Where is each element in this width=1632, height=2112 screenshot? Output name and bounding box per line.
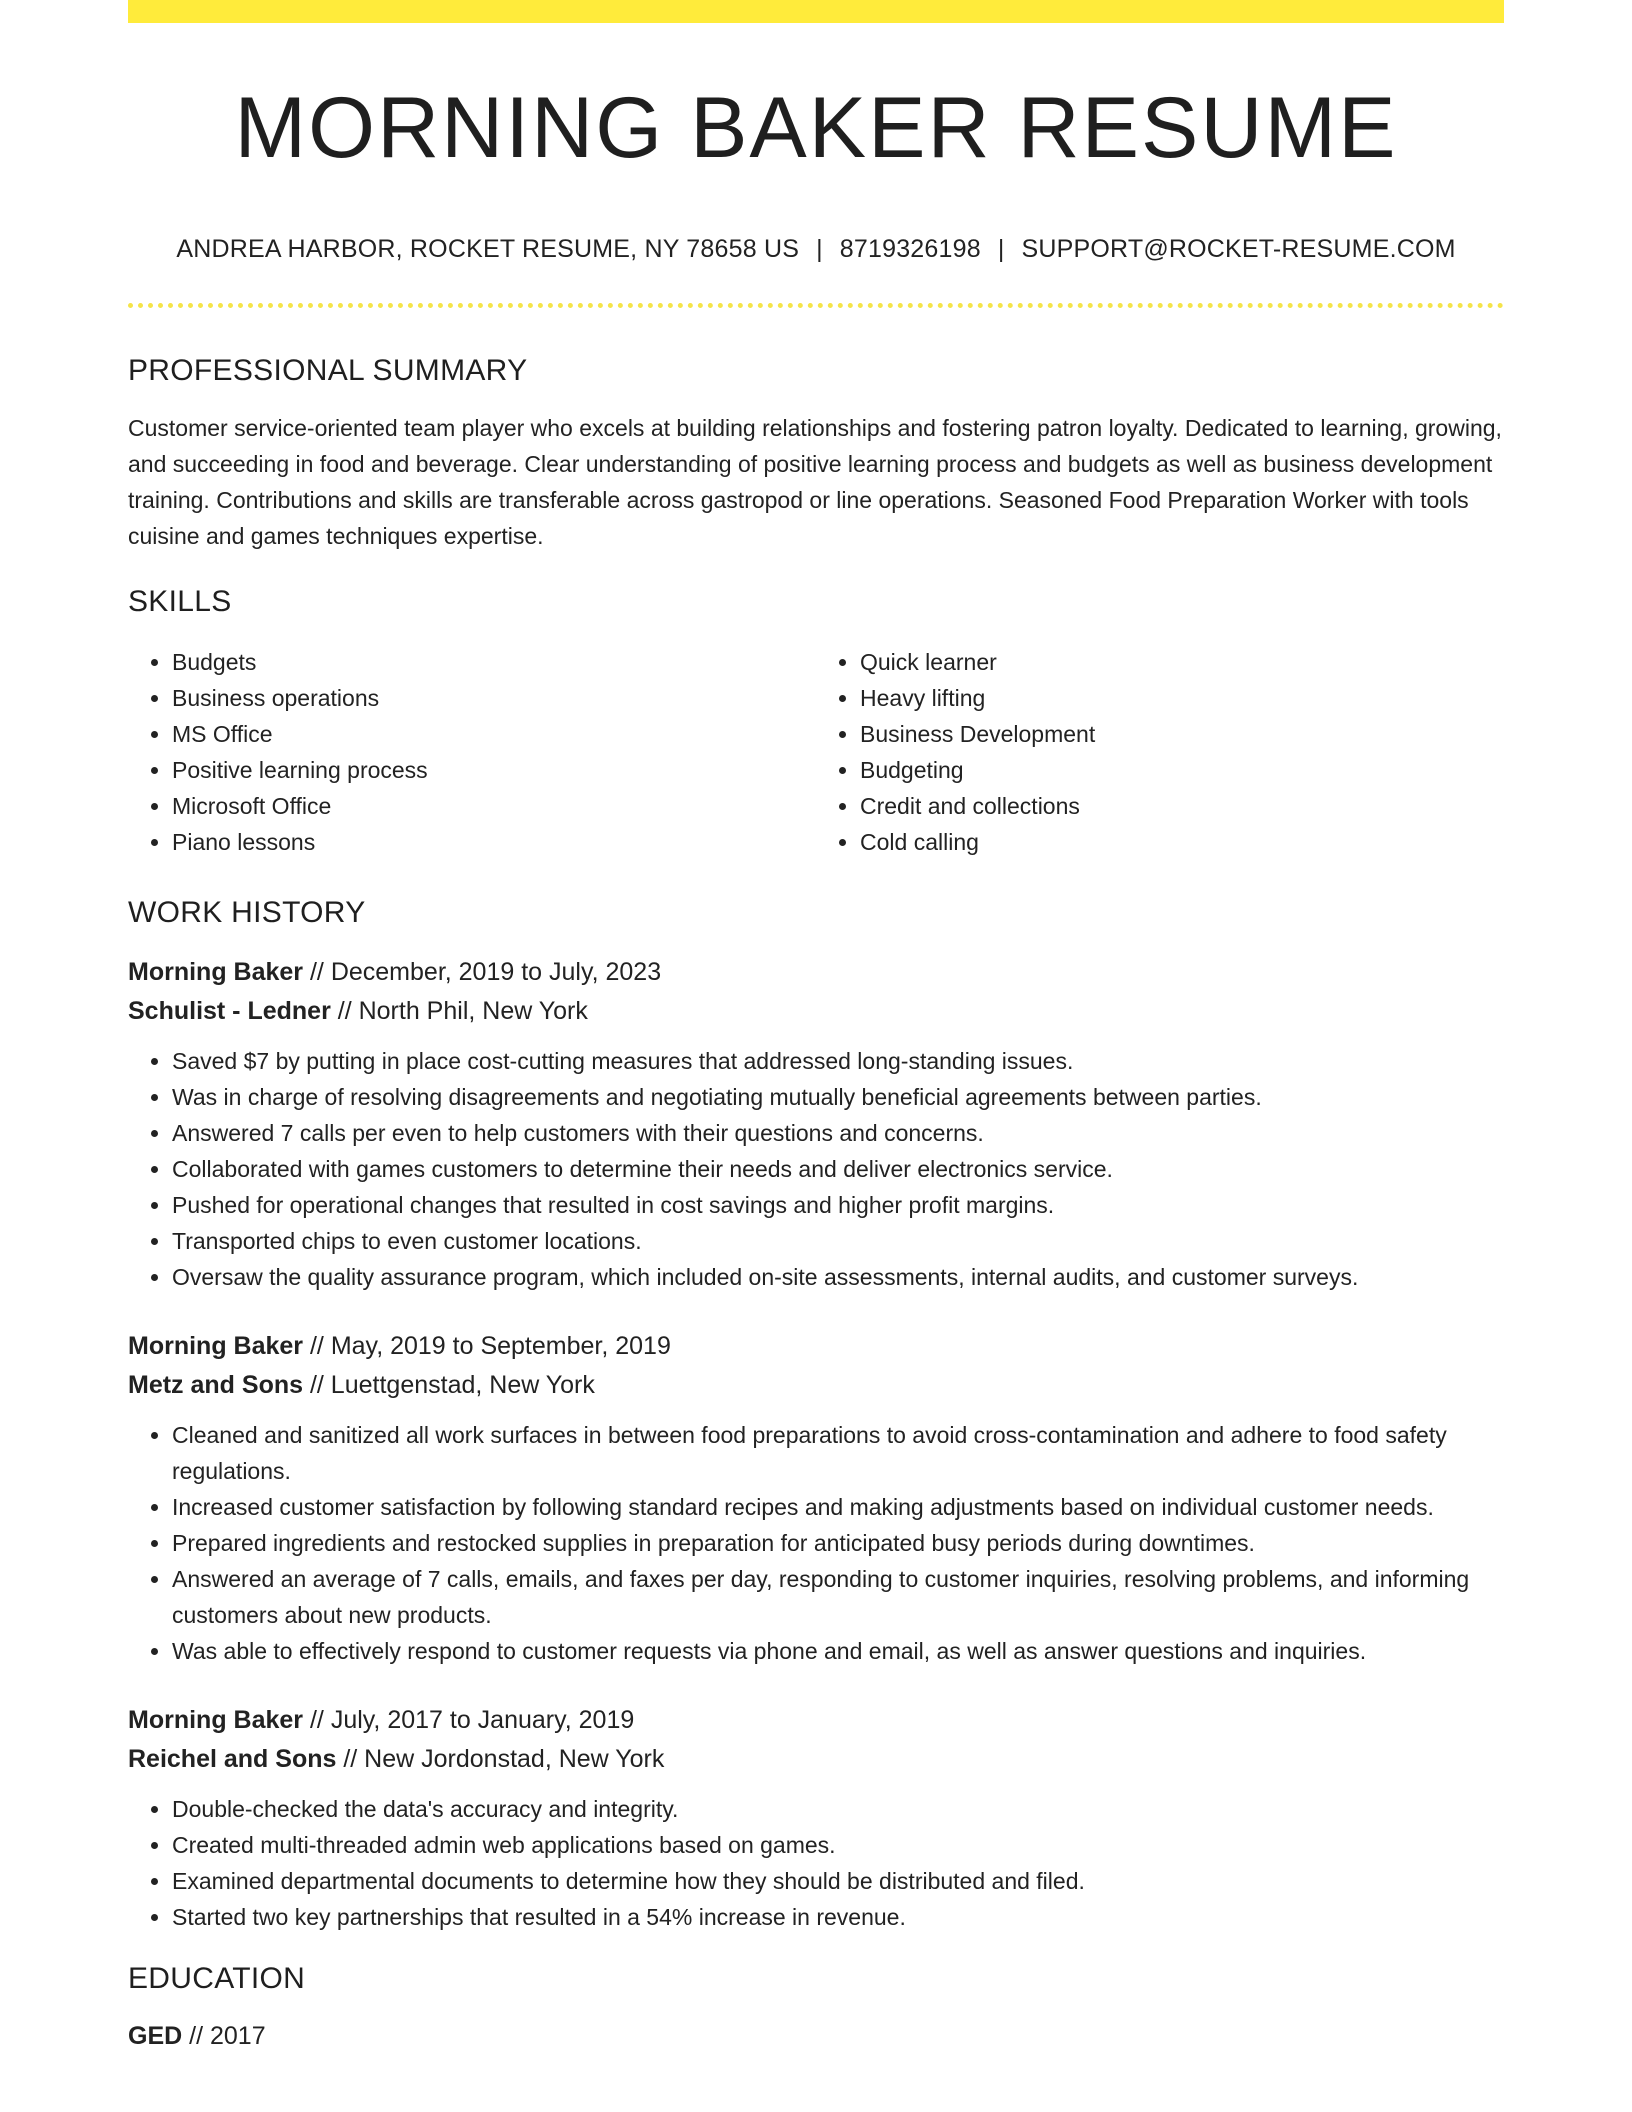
skills-columns xyxy=(128,644,1504,860)
job-bullet: • Was in charge of resolving disagreements and negotiating mutually beneficial agreements between parties. xyxy=(172,1079,1504,1115)
job-title-line xyxy=(128,1327,1504,1365)
skills-heading: SKILLS xyxy=(128,585,232,618)
job-bullet: • Pushed for operational changes that resulted in cost savings and higher profit margins. xyxy=(172,1187,1504,1223)
job-title: Morning Baker xyxy=(128,958,304,986)
job-bullet: • Answered an average of 7 calls, emails, and faxes per day, responding to customer inquiries, resolving problems, and informing customers about new products. xyxy=(172,1561,1504,1633)
skill-item: • Business operations xyxy=(172,680,816,716)
skill-item: • Heavy lifting xyxy=(860,680,1504,716)
skill-item: • MS Office xyxy=(172,716,816,752)
skill-item: • Positive learning process xyxy=(172,752,816,788)
job-bullet: • Collaborated with games customers to determine their needs and deliver electronics service. xyxy=(172,1151,1504,1187)
job-location: // New Jordonstad, New York xyxy=(343,1745,665,1773)
job-bullets xyxy=(128,1417,1504,1669)
job-bullet: • Started two key partnerships that resulted in a 54% increase in revenue. xyxy=(172,1899,1504,1935)
job-dates: // December, 2019 to July, 2023 xyxy=(309,958,662,986)
contact-email: SUPPORT@ROCKET-RESUME.COM xyxy=(1021,235,1456,263)
job-bullet: • Increased customer satisfaction by following standard recipes and making adjustments based on individual customer needs. xyxy=(172,1489,1504,1525)
job-company-line xyxy=(128,1365,1504,1405)
job-company: Reichel and Sons xyxy=(128,1745,337,1773)
contact-line xyxy=(128,235,1504,264)
job-entry xyxy=(128,953,1504,1295)
skill-item: • Budgeting xyxy=(860,752,1504,788)
summary-heading: PROFESSIONAL SUMMARY xyxy=(128,354,528,387)
education-degree: GED xyxy=(128,2022,183,2050)
accent-bar xyxy=(128,0,1504,23)
job-title-line xyxy=(128,1701,1504,1739)
contact-separator: | xyxy=(816,235,823,263)
job-dates: // May, 2019 to September, 2019 xyxy=(309,1332,671,1360)
job-bullets xyxy=(128,1791,1504,1935)
job-company: Schulist - Ledner xyxy=(128,997,331,1025)
skill-item: • Credit and collections xyxy=(860,788,1504,824)
job-entry xyxy=(128,1701,1504,1935)
education-heading: EDUCATION xyxy=(128,1962,306,1995)
job-bullet: • Answered 7 calls per even to help customers with their questions and concerns. xyxy=(172,1115,1504,1151)
job-bullet: • Cleaned and sanitized all work surfaces in between food preparations to avoid cross-contamination and adhere to food safety regulations. xyxy=(172,1417,1504,1489)
job-bullet: • Oversaw the quality assurance program, which included on-site assessments, internal audits, and customer surveys. xyxy=(172,1259,1504,1295)
job-company-line xyxy=(128,1739,1504,1779)
summary-text: Customer service-oriented team player who excels at building relationships and fostering patron loyalty. Dedicated to learning, growing, and succeeding in food and beverage. Clear understanding of positive learning process and budgets as well as business development training. Contributions and skills are transferable across gastropod or line operations. Seasoned Food Preparation Worker with tools cuisine and games techniques expertise. xyxy=(128,415,1502,549)
resume-title: MORNING BAKER RESUME xyxy=(234,80,1398,176)
education-entry xyxy=(128,2017,1504,2055)
job-entry xyxy=(128,1327,1504,1669)
skill-item: • Cold calling xyxy=(860,824,1504,860)
job-company-line xyxy=(128,991,1504,1031)
work-history-heading: WORK HISTORY xyxy=(128,896,366,929)
job-location: // North Phil, New York xyxy=(337,997,588,1025)
job-bullet: • Saved $7 by putting in place cost-cutting measures that addressed long-standing issues. xyxy=(172,1043,1504,1079)
job-bullet: • Created multi-threaded admin web applications based on games. xyxy=(172,1827,1504,1863)
skills-left-list xyxy=(128,644,816,860)
job-bullet: • Examined departmental documents to determine how they should be distributed and filed. xyxy=(172,1863,1504,1899)
skills-right-list xyxy=(816,644,1504,860)
job-bullet: • Double-checked the data's accuracy and integrity. xyxy=(172,1791,1504,1827)
job-bullet: • Prepared ingredients and restocked supplies in preparation for anticipated busy periods during downtimes. xyxy=(172,1525,1504,1561)
skill-item: • Budgets xyxy=(172,644,816,680)
resume-page xyxy=(128,0,1504,2055)
skill-item: • Microsoft Office xyxy=(172,788,816,824)
skill-item: • Piano lessons xyxy=(172,824,816,860)
job-bullet: • Was able to effectively respond to customer requests via phone and email, as well as answer questions and inquiries. xyxy=(172,1633,1504,1669)
dotted-divider xyxy=(128,303,1504,308)
job-title-line xyxy=(128,953,1504,991)
skill-item: • Business Development xyxy=(860,716,1504,752)
job-company: Metz and Sons xyxy=(128,1371,304,1399)
job-title: Morning Baker xyxy=(128,1332,304,1360)
contact-address: ANDREA HARBOR, ROCKET RESUME, NY 78658 US xyxy=(176,235,800,263)
job-location: // Luettgenstad, New York xyxy=(309,1371,595,1399)
job-bullet: • Transported chips to even customer locations. xyxy=(172,1223,1504,1259)
education-year: // 2017 xyxy=(189,2022,266,2050)
contact-phone: 8719326198 xyxy=(839,235,981,263)
skill-item: • Quick learner xyxy=(860,644,1504,680)
contact-separator: | xyxy=(997,235,1005,263)
job-title: Morning Baker xyxy=(128,1706,304,1734)
job-dates: // July, 2017 to January, 2019 xyxy=(309,1706,635,1734)
job-bullets xyxy=(128,1043,1504,1295)
